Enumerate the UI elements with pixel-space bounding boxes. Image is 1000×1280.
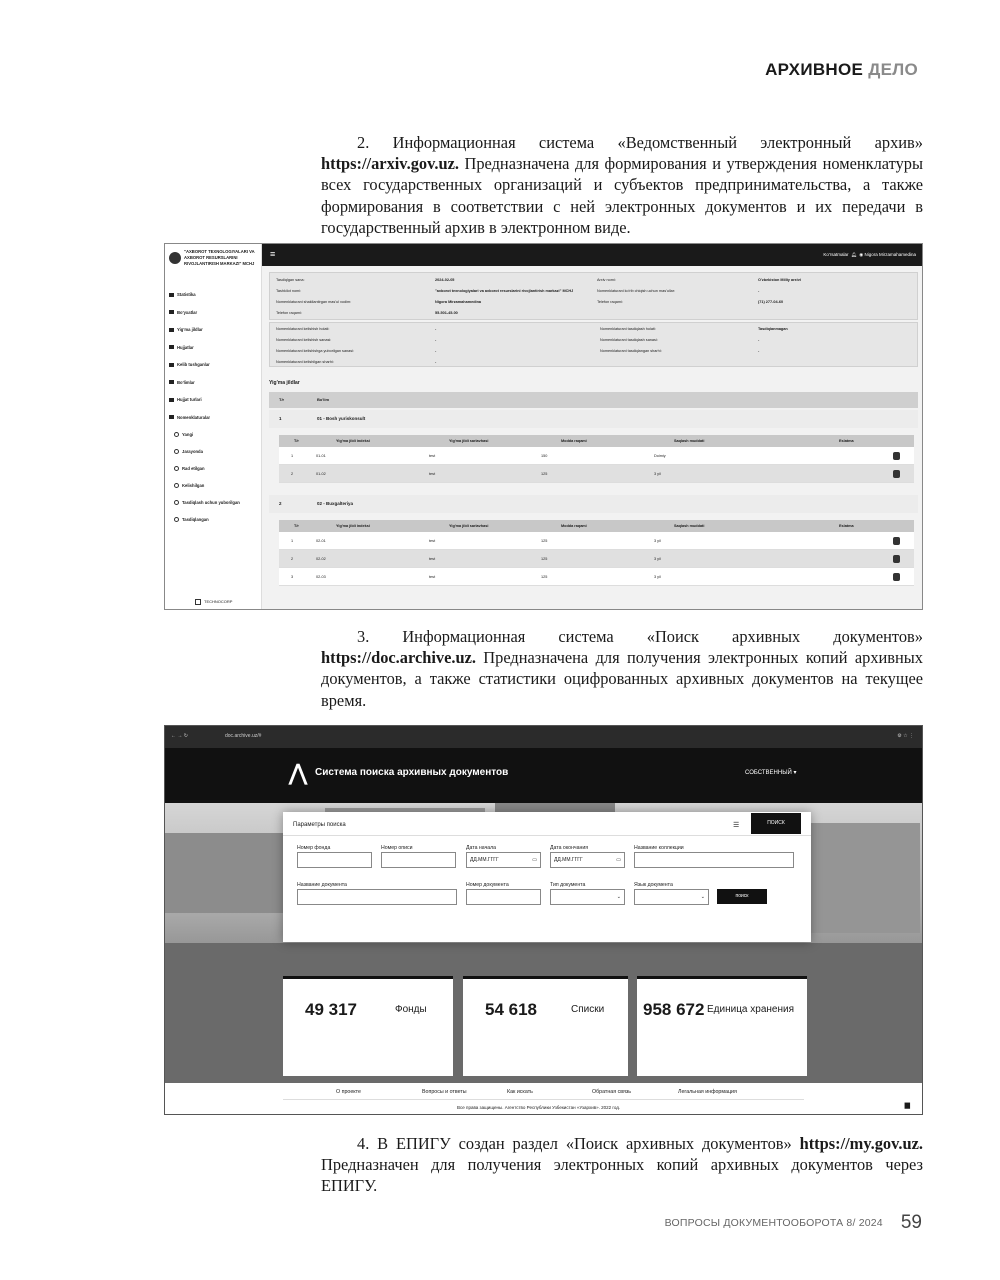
info-label: Telefon raqami:	[276, 311, 302, 315]
nav-icon	[169, 328, 174, 332]
info-label: Tasdiqlgan sana:	[276, 278, 305, 282]
info-value: "axborot texnologiyalari va axborot resurslarini rivojlantirish markazi" MCHJ	[435, 289, 574, 293]
stat-storage-units: 958 672 Единица хранения	[637, 976, 807, 1076]
table-row[interactable]: 1 02-01 test 125 3 yil	[279, 532, 914, 550]
url-bar[interactable]: doc.archive.uz/#	[225, 733, 262, 739]
document-type-select[interactable]	[550, 889, 625, 905]
info-value: -	[758, 338, 760, 342]
info-value: O'zbekiston Milliy arxivi	[758, 278, 801, 282]
sidebar-item[interactable]: Statistika	[169, 292, 261, 297]
app-footer: О проекте Вопросы и ответы Как искать Обратная связь Легальная информация Все права защищены. Агентство Республики Узбекистан «Узархив». 2022 год. ▆	[165, 1083, 922, 1114]
link-my-gov[interactable]: https://my.gov.uz.	[799, 1134, 923, 1153]
table-head: T/r Yig'ma jildi indeksi Yig'ma jildi sarlavhasi Moddа raqami Saqlash muddati Eslatma	[279, 520, 914, 532]
main-content	[269, 272, 918, 609]
paragraph-2: 2. Информационная система «Ведомственный электронный архив» https://arxiv.gov.uz. Предназначена для формирования и утверждения номенклатуры всех государственных организаций и субъектов предпринимательства, а также формирования в соответствии с ней электронных документов и их передачи в государственный архив в электронном виде.	[321, 133, 923, 237]
document-language-select[interactable]	[634, 889, 709, 905]
sidebar-subitem[interactable]: Rad etilgan	[174, 466, 266, 471]
info-label: Arxiv nomi:	[597, 278, 616, 282]
document-name-input[interactable]	[297, 889, 457, 905]
info-label: Nomenklaturani kelishish holati:	[276, 327, 330, 331]
info-label: Nomenklaturani kelishish sanasi:	[276, 338, 332, 342]
table-row[interactable]: 3 02-03 test 125 3 yil	[279, 568, 914, 586]
calendar-icon: ▭	[532, 857, 537, 863]
page-footer: ВОПРОСЫ ДОКУМЕНТООБОРОТА 8/ 2024 59	[664, 1212, 922, 1233]
figure-doc-archive-screenshot	[164, 725, 923, 1115]
archive-logo-icon: ⋀	[289, 760, 308, 785]
table-row[interactable]: 2 01-02 test 125 3 yil	[279, 465, 914, 483]
info-value: -	[758, 289, 760, 293]
info-label: Nomenklaturani kelishilgan sharhi:	[276, 360, 334, 364]
nav-icon	[169, 380, 174, 384]
filter-icon[interactable]: ☰	[733, 822, 740, 829]
delete-icon[interactable]	[893, 555, 900, 563]
sidebar-item[interactable]: Bo'limlar	[169, 380, 261, 385]
search-submit-button[interactable]: поиск	[717, 889, 767, 904]
collection-name-input[interactable]	[634, 852, 794, 868]
app-title: Система поиска архивных документов	[315, 767, 509, 778]
sidebar-item[interactable]: Yig'ma jildlar	[169, 327, 261, 332]
chevron-down-icon: ⌄	[616, 894, 621, 900]
calendar-icon: ▭	[616, 857, 621, 863]
info-label: Nomenklaturani tasdiqlash sanasi:	[600, 338, 658, 342]
document-number-input[interactable]	[466, 889, 541, 905]
nav-icon	[169, 345, 174, 349]
figure-arxiv-screenshot	[164, 243, 923, 610]
info-value: -	[435, 360, 437, 364]
fund-number-input[interactable]	[297, 852, 372, 868]
info-value: -	[435, 327, 437, 331]
paragraph-4: 4. В ЕПИГУ создан раздел «Поиск архивных документов» https://my.gov.uz. Предназначен для получения электронных копий архивных документов через ЕПИГУ.	[321, 1134, 923, 1196]
info-panel	[269, 272, 918, 320]
info-label: Nomenklaturani tasdiqlash holati:	[600, 327, 656, 331]
sidebar-subitem[interactable]: Yangi	[174, 432, 266, 437]
sidebar-subitem[interactable]: Jarayonda	[174, 449, 266, 454]
sidebar-subitem[interactable]: Tasdiqlash uchun yuborilgan	[174, 500, 266, 505]
group-row[interactable]: 2 02 - Buxgalteriya	[269, 495, 918, 513]
nav-icon	[169, 293, 174, 297]
nav-icon	[174, 466, 179, 471]
org-logo	[169, 252, 181, 264]
browser-actions-icon[interactable]: ⚙ ☆ ⋮	[897, 733, 914, 739]
info-label: Nomenklaturani ko'rib chiqish uchun mas'ullar:	[597, 289, 676, 293]
table-head: T/r Yig'ma jildi indeksi Yig'ma jildi sarlavhasi Moddа raqami Saqlash muddati Eslatma	[279, 435, 914, 447]
table-header-bar: T/r Bo'lim	[269, 392, 918, 408]
browser-chrome	[165, 726, 922, 748]
link-doc-archive[interactable]: https://doc.archive.uz.	[321, 648, 476, 668]
info-label: Telefon raqami:	[597, 300, 623, 304]
delete-icon[interactable]	[893, 537, 900, 545]
status-panel	[269, 322, 918, 367]
search-params-input[interactable]: Параметры поиска	[293, 822, 346, 828]
running-header: АРХИВНОЕ ДЕЛО	[765, 60, 918, 79]
technocorp-brand: TECHNOCORP	[195, 599, 232, 605]
nav-icon	[174, 449, 179, 454]
search-button[interactable]: ПОИСК	[751, 813, 801, 834]
info-label: Nomenklaturani shakllantirgan mas'ul xodim:	[276, 300, 352, 304]
app-header	[165, 748, 922, 803]
delete-icon[interactable]	[893, 452, 900, 460]
nav-icon	[169, 398, 174, 402]
nav-icon	[174, 483, 179, 488]
group-row[interactable]: 1 01 - Bosh yuriskonsult	[269, 410, 918, 428]
inventory-number-input[interactable]	[381, 852, 456, 868]
section-title: Yig'ma jildlar	[269, 380, 300, 386]
sidebar-subitem[interactable]: Tasdiqlangan	[174, 517, 266, 522]
info-value: 55-501-45-00	[435, 311, 458, 315]
delete-icon[interactable]	[893, 573, 900, 581]
sidebar-item[interactable]: Hujjat turlari	[169, 397, 261, 402]
top-right: Ko'rsatmalar 🔔︎ ◉ Nigora Mirzamahamedina	[823, 252, 916, 257]
top-bar	[262, 244, 922, 266]
sidebar-subitem[interactable]: Kelishilgan	[174, 483, 266, 488]
info-value: Nigora Mirzamahamedina	[435, 300, 481, 304]
page-number: 59	[900, 1212, 922, 1233]
info-value: Tasdiqlanmagan	[758, 327, 788, 331]
info-label: Nomenklaturani tasdiqlangan sharhi:	[600, 349, 662, 353]
chat-icon[interactable]: ▆	[904, 1102, 910, 1109]
sidebar-item[interactable]: Kelib tushganlar	[169, 362, 261, 367]
nav-arrows-icon[interactable]: ← → ↻	[171, 733, 188, 739]
search-panel: Параметры поиска ☰ ПОИСК Номер фонда Номер описи Дата начала ДД.ММ.ГГГГ ▭ Дата окончания ДД.ММ.ГГГГ ▭ Название коллекции Название документа Номер документа Тип документа ⌄ Язык документа ⌄ поиск	[283, 812, 811, 942]
menu-icon[interactable]: ≡	[270, 249, 276, 259]
chevron-down-icon: ⌄	[700, 894, 705, 900]
date-start-input[interactable]: ДД.ММ.ГГГГ ▭	[466, 852, 541, 868]
user-icon[interactable]: ◉	[859, 252, 864, 257]
info-value: -	[435, 349, 437, 353]
nav-icon	[169, 363, 174, 367]
nav-icon	[169, 310, 174, 314]
stat-lists: 54 618 Списки	[463, 976, 628, 1076]
sidebar-item[interactable]: Nomenklaturalar	[169, 415, 261, 420]
file-table	[279, 435, 914, 483]
sidebar	[165, 244, 262, 609]
info-value: -	[435, 338, 437, 342]
nav-icon	[174, 432, 179, 437]
link-arxiv[interactable]: https://arxiv.gov.uz.	[321, 154, 459, 174]
org-name: "AXBOROT TEXNOLOGIYALARI VA AXBOROT RESURSLARINI RIVOJLANTIRISH MARKAZI" MCHJ	[184, 249, 255, 266]
delete-icon[interactable]	[893, 470, 900, 478]
nav-icon	[174, 500, 179, 505]
nav-icon	[174, 517, 179, 522]
paragraph-3: 3. Информационная система «Поиск архивных документов» https://doc.archive.uz. Предназначена для получения электронных копий архивных документов, а также статистики оцифрованных архивных документов на текущее время.	[321, 627, 923, 710]
info-label: Nomenklaturani kelishishga yuborilgan sanasi:	[276, 349, 355, 353]
bell-icon[interactable]: 🔔︎	[851, 252, 857, 257]
sidebar-item[interactable]: Hujjatlar	[169, 345, 261, 350]
table-row[interactable]: 2 02-02 test 125 3 yil	[279, 550, 914, 568]
sidebar-item[interactable]: Bo'yxatlar	[169, 310, 261, 315]
stat-funds: 49 317 Фонды	[283, 976, 453, 1076]
nav-icon	[169, 415, 174, 419]
info-value: (71) 277-04-60	[758, 300, 784, 304]
lang-select[interactable]: СОБСТВЕННЫЙ ▾	[745, 770, 797, 776]
date-end-input[interactable]: ДД.ММ.ГГГГ ▭	[550, 852, 625, 868]
info-value: 2024-02-05	[435, 278, 455, 282]
file-table	[279, 520, 914, 586]
info-label: Tashkilot nomi:	[276, 289, 302, 293]
info-value: -	[758, 349, 760, 353]
table-row[interactable]: 1 01-01 test 150 Doimiy	[279, 447, 914, 465]
